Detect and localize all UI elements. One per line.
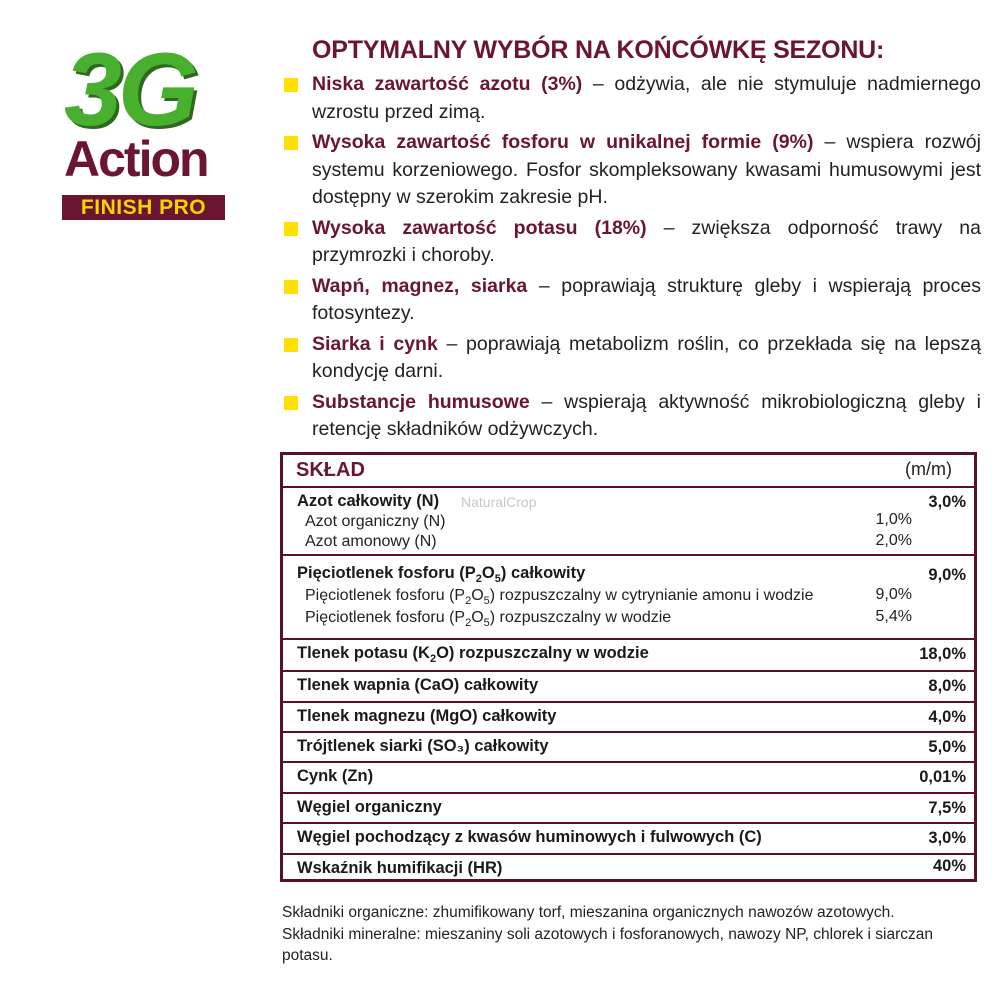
composition-unit: (m/m) (905, 459, 952, 479)
composition-title: SKŁAD (296, 459, 365, 481)
sub-row-name: Pięciotlenek fosforu $(P_2O_5)$ rozpuszczalny w wodzie (305, 609, 672, 629)
benefit-item (283, 215, 981, 270)
benefit-text: – zwiększa odporność trawy na przymrozki i choroby. (312, 216, 981, 266)
benefit-highlight: Siarka i cynk (312, 332, 438, 355)
benefit-highlight: Wysoka zawartość fosforu w unikalnej formie (9%) (312, 131, 814, 153)
benefit-text: – wspierają aktywność mikrobiologiczną gleby i retencję składników odżywczych. (312, 390, 981, 440)
table-row-potassium (283, 640, 974, 672)
table-row-nitrogen (283, 488, 974, 556)
row-name: Azot całkowity (N) (297, 492, 440, 510)
row-name: Tlenek wapnia (CaO) całkowity (297, 676, 539, 694)
table-row (283, 733, 974, 763)
benefit-text: – odżywia, ale nie stymuluje nadmiernego wzrostu przed zimą. (312, 73, 981, 123)
benefit-text: – wspiera rozwój systemu korzeniowego. Fosfor skompleksowany kwasami humusowymi jest dostępny w szerokim zakresie pH. (312, 131, 981, 208)
row-name: Węgiel organiczny (297, 798, 442, 816)
table-row (283, 672, 974, 703)
benefit-item (283, 331, 981, 386)
sub-row-value: 5,4% (875, 608, 912, 625)
yellow-bullet-icon (284, 78, 298, 92)
row-name: Cynk (Zn) (297, 767, 374, 785)
table-row (283, 703, 974, 733)
sub-row-name: Pięciotlenek fosforu $(P_2O_5)$ rozpuszczalny w cytrynianie amonu i wodzie (305, 587, 814, 607)
logo-finish-pro-banner: FINISH PRO (62, 195, 225, 220)
table-row (283, 824, 974, 855)
composition-table (280, 452, 977, 882)
benefit-text: – poprawiają strukturę gleby i wspierają proces fotosyntezy. (312, 274, 981, 324)
ingredients-footnote (282, 902, 987, 967)
benefit-highlight: Substancje humusowe (312, 390, 530, 413)
benefit-highlight: Niska zawartość azotu (3%) (312, 73, 583, 95)
sub-row-value: 2,0% (875, 532, 912, 549)
row-name: Wskaźnik humifikacji (HR) (297, 859, 503, 877)
benefit-item (283, 71, 981, 126)
benefit-highlight: Wapń, magnez, siarka (312, 274, 528, 297)
composition-table-header (283, 455, 974, 488)
row-value: 5,0% (928, 738, 966, 756)
row-name: Trójtlenek siarki (SO₃) całkowity (297, 737, 549, 755)
yellow-bullet-icon (284, 338, 298, 352)
table-row (283, 763, 974, 794)
row-value: 3,0% (928, 493, 966, 511)
benefit-item (283, 273, 981, 328)
row-name: Pięciotlenek fosforu $(P_2O_5)$ całkowity (297, 564, 586, 585)
row-value: 18,0% (919, 645, 966, 663)
row-value: 0,01% (919, 768, 966, 786)
row-value: 7,5% (928, 799, 966, 817)
row-value: 40% (932, 857, 966, 875)
sub-row-value: 9,0% (875, 586, 912, 603)
row-value: 8,0% (928, 677, 966, 695)
table-row-phosphorus (283, 556, 974, 640)
yellow-bullet-icon (284, 396, 298, 410)
benefits-list (283, 71, 981, 447)
row-value: 4,0% (928, 708, 966, 726)
yellow-bullet-icon (284, 136, 298, 150)
yellow-bullet-icon (284, 222, 298, 236)
benefit-highlight: Wysoka zawartość potasu (18%) (312, 216, 647, 239)
brand-logo (60, 32, 235, 219)
logo-3g-mark: 3G (64, 32, 195, 148)
section-heading: OPTYMALNY WYBÓR NA KOŃCÓWKĘ SEZONU: (312, 36, 885, 64)
benefit-text: – poprawiają metabolizm roślin, co przekłada się na lepszą kondycję darni. (312, 332, 981, 382)
benefit-item (283, 129, 981, 212)
yellow-bullet-icon (284, 280, 298, 294)
footnote-mineral: Składniki mineralne: mieszaniny soli azotowych i fosforanowych, nawozy NP, chlorek i siarczan potasu. (282, 925, 933, 964)
row-name: Tlenek magnezu (MgO) całkowity (297, 707, 557, 725)
row-name: Tlenek potasu $(K_2O)$ rozpuszczalny w wodzie (297, 644, 649, 665)
logo-action-text: Action (64, 131, 208, 187)
footnote-organic: Składniki organiczne: zhumifikowany torf, mieszanina organicznych nawozów azotowych. (282, 904, 895, 921)
row-value: 3,0% (928, 829, 966, 847)
sub-row-name: Azot amonowy (N) (305, 533, 437, 550)
table-row (283, 855, 974, 885)
watermark: NaturalCrop (461, 494, 537, 510)
sub-row-name: Azot organiczny (N) (305, 513, 446, 530)
table-row (283, 794, 974, 824)
row-value: 9,0% (928, 566, 966, 584)
sub-row-value: 1,0% (875, 511, 912, 528)
row-name: Węgiel pochodzący z kwasów huminowych i fulwowych (C) (297, 828, 762, 846)
benefit-item (283, 389, 981, 444)
